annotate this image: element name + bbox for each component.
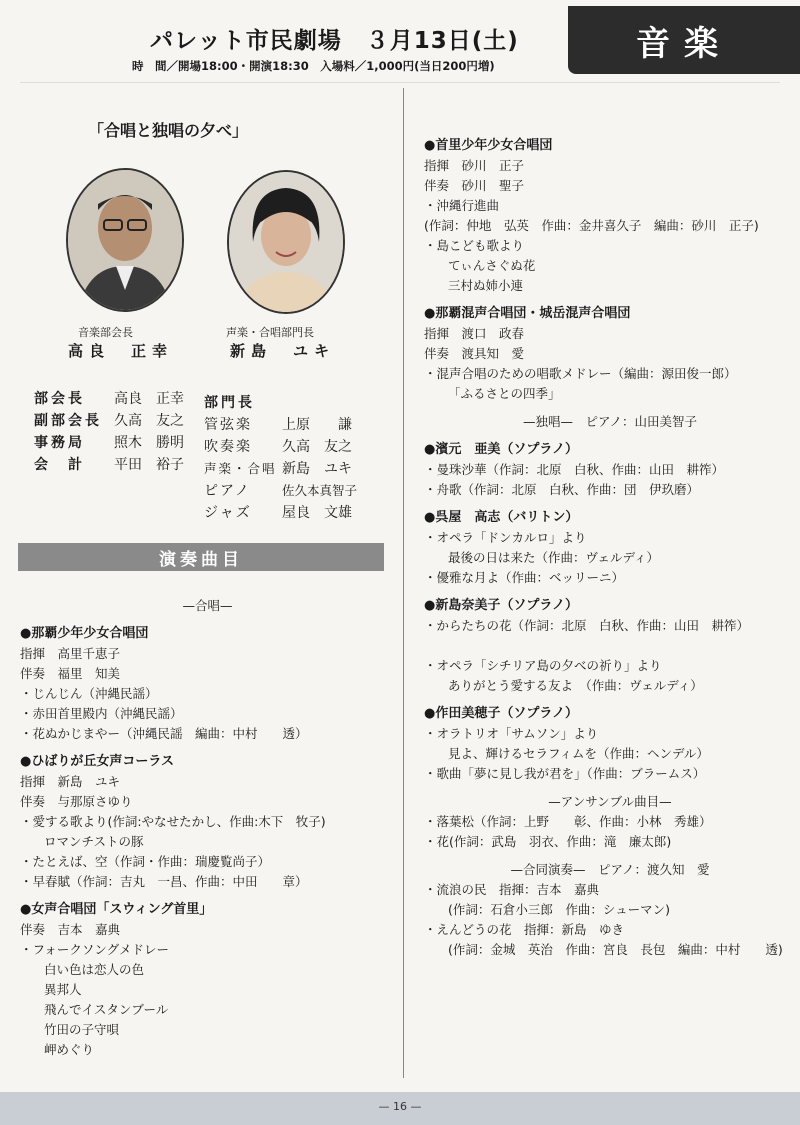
program-line: 「ふるさとの四季」 (448, 386, 561, 401)
program-line: ・早春賦（作詞：吉丸 一昌、作曲：中田 章） (20, 874, 308, 889)
staff-role: 副部会長 (34, 413, 102, 429)
program-line: (作詞：金城 英治 作曲：宮良 長包 編曲：中村 透) (448, 942, 783, 957)
program-line: ・じんじん（沖縄民謡） (20, 686, 158, 701)
program-line: ・沖縄行進曲 (424, 198, 500, 213)
staff-role: 会 計 (34, 457, 85, 473)
header-rule (20, 82, 780, 83)
portrait-title-2: 声楽・合唱部門長 (226, 326, 314, 339)
program-line: 指揮 砂川 正子 (424, 158, 525, 173)
division-heads-heading: 部門長 (204, 395, 255, 411)
program-line: ・歌曲「夢に見し我が君を」（作曲：ブラームス） (424, 766, 706, 781)
program-line: 指揮 新島 ユキ (20, 774, 121, 789)
staff-row (34, 410, 184, 432)
program-line: 最後の日は来た（作曲：ヴェルディ） (448, 550, 660, 565)
program-line: てぃんさぐぬ花 (448, 258, 536, 273)
staff-row (34, 432, 184, 454)
staff-name: 佐久本真智子 (282, 483, 358, 498)
staff-list-officers (34, 388, 184, 476)
program-line: ・オペラ「シチリア島の夕べの祈り」より (424, 658, 662, 673)
program-line: 白い色は恋人の色 (44, 962, 145, 977)
program-line: 指揮 渡口 政春 (424, 326, 525, 341)
staff-row (204, 480, 357, 502)
program-line: 伴奏 吉本 嘉典 (20, 922, 121, 937)
program-line: 岬めぐり (44, 1042, 95, 1057)
program-line: 飛んでイスタンブール (44, 1002, 169, 1017)
program-line: ・島こども歌より (424, 238, 525, 253)
program-line: ・混声合唱のための唱歌メドレー（編曲：源田俊一郎） (424, 366, 737, 381)
staff-name: 新島 ユキ (282, 461, 352, 477)
portrait-photo-chair (66, 168, 184, 312)
program-line: ・落葉松（作詞：上野 彰、作曲：小林 秀雄） (424, 814, 712, 829)
venue-date: パレット市民劇場 ３月13日(土) (150, 28, 519, 54)
section-subheading: —合同演奏— ピアノ：渡久知 愛 (510, 862, 710, 877)
program-line: (作詞：仲地 弘英 作曲：金井喜久子 編曲：砂川 正子) (424, 218, 759, 233)
program-line: ・舟歌（作詞：北原 白秋、作曲：団 伊玖磨） (424, 482, 700, 497)
ensemble-heading: ●那覇少年少女合唱団 (20, 626, 149, 641)
ensemble-heading: ●那覇混声合唱団・城岳混声合唱団 (424, 306, 631, 321)
ensemble-heading: ●新島奈美子（ソプラノ） (424, 598, 578, 613)
staff-role: 管弦楽 (204, 417, 252, 433)
portrait-photo-division-head (227, 170, 345, 314)
program-line: ・えんどうの花 指揮：新島 ゆき (424, 922, 625, 937)
program-line: 見よ、輝けるセラフィムを（作曲：ヘンデル） (448, 746, 709, 761)
staff-name: 久高 友之 (282, 439, 352, 455)
staff-name: 屋良 文雄 (282, 505, 352, 521)
staff-role: 吹奏楽 (204, 439, 252, 455)
staff-name: 上原 謙 (282, 417, 352, 433)
staff-row (34, 388, 184, 410)
program-line: ・オラトリオ「サムソン」より (424, 726, 599, 741)
staff-list-divisions (204, 392, 357, 524)
program-line: ・花(作詞：武島 羽衣、作曲：滝 廉太郎) (424, 834, 672, 849)
portrait-name-2: 新島 ユキ (230, 342, 336, 360)
staff-role: ピアノ (204, 483, 251, 499)
program-line: ありがとう愛する友よ （作曲：ヴェルディ） (448, 678, 703, 693)
staff-row (204, 458, 357, 480)
program-line: ・流浪の民 指揮：吉本 嘉典 (424, 882, 600, 897)
program-line: 異邦人 (44, 982, 82, 997)
staff-name: 高良 正幸 (114, 391, 184, 407)
spacer (424, 636, 796, 656)
program-line: ロマンチストの豚 (44, 834, 144, 849)
portrait-title-1: 音楽部会長 (78, 326, 133, 339)
staff-role: 声楽・合唱 (204, 461, 277, 476)
genre-tab: 音楽 (568, 6, 800, 74)
program-line: ・愛する歌より(作詞:やなせたかし、作曲:木下 牧子) (20, 814, 326, 829)
page-number: — 16 — (378, 1100, 422, 1113)
section-subheading: —独唱— ピアノ：山田美智子 (522, 414, 697, 429)
program-line: 竹田の子守唄 (44, 1022, 120, 1037)
ensemble-heading: ●首里少年少女合唱団 (424, 138, 553, 153)
program-line: ・フォークソングメドレー (20, 942, 170, 957)
program-right-column (424, 136, 796, 960)
staff-row (204, 502, 357, 524)
staff-row (204, 414, 357, 436)
ensemble-heading: ●女声合唱団「スウィング首里」 (20, 902, 213, 917)
staff-row (204, 436, 357, 458)
program-line: ・赤田首里殿内（沖縄民謡） (20, 706, 183, 721)
time-and-fee: 時 間／開場18:00・開演18:30 入場料／1,000円(当日200円増) (132, 59, 495, 73)
program-line: ・たとえば、空（作詞・作曲：瑞慶覧尚子） (20, 854, 271, 869)
portrait-name-1: 高良 正幸 (68, 342, 174, 360)
program-line: 伴奏 与那原さゆり (20, 794, 133, 809)
program-line: (作詞：石倉小三郎 作曲：シューマン) (448, 902, 671, 917)
section-subheading: —アンサンブル曲目— (548, 794, 672, 809)
program-line: ・からたちの花（作詞：北原 白秋、作曲：山田 耕筰） (424, 618, 750, 633)
ensemble-heading: ●ひばりが丘女声コーラス (20, 754, 174, 769)
program-line: ・曼珠沙華（作詞：北原 白秋、作曲：山田 耕筰） (424, 462, 725, 477)
program-line: 三村ぬ姉小連 (448, 278, 524, 293)
staff-row (34, 454, 184, 476)
program-line: ・優雅な月よ（作曲：ベッリーニ） (424, 570, 625, 585)
staff-name: 久高 友之 (114, 413, 184, 429)
program-line: 指揮 高里千恵子 (20, 646, 121, 661)
program-line: 伴奏 砂川 聖子 (424, 178, 525, 193)
ensemble-heading: ●濱元 亜美（ソプラノ） (424, 442, 578, 457)
column-divider (403, 88, 404, 1078)
program-line: ・花ぬかじまやー（沖縄民謡 編曲：中村 透） (20, 726, 308, 741)
staff-role: 事務局 (34, 435, 85, 451)
section-subheading: —合唱— (182, 598, 233, 613)
ensemble-heading: ●呉屋 高志（バリトン） (424, 510, 579, 525)
program-line: 伴奏 渡具知 愛 (424, 346, 525, 361)
program-left-column (20, 588, 395, 1060)
staff-name: 照木 勝明 (114, 435, 184, 451)
staff-name: 平田 裕子 (114, 457, 184, 473)
staff-role: 部会長 (34, 391, 85, 407)
program-line: 伴奏 福里 知美 (20, 666, 121, 681)
concert-title: 「合唱と独唱の夕べ」 (88, 121, 249, 140)
ensemble-heading: ●作田美穂子（ソプラノ） (424, 706, 578, 721)
program-line: ・オペラ「ドンカルロ」より (424, 530, 587, 545)
staff-role: ジャズ (204, 505, 252, 521)
program-heading: 演奏曲目 (18, 543, 384, 571)
